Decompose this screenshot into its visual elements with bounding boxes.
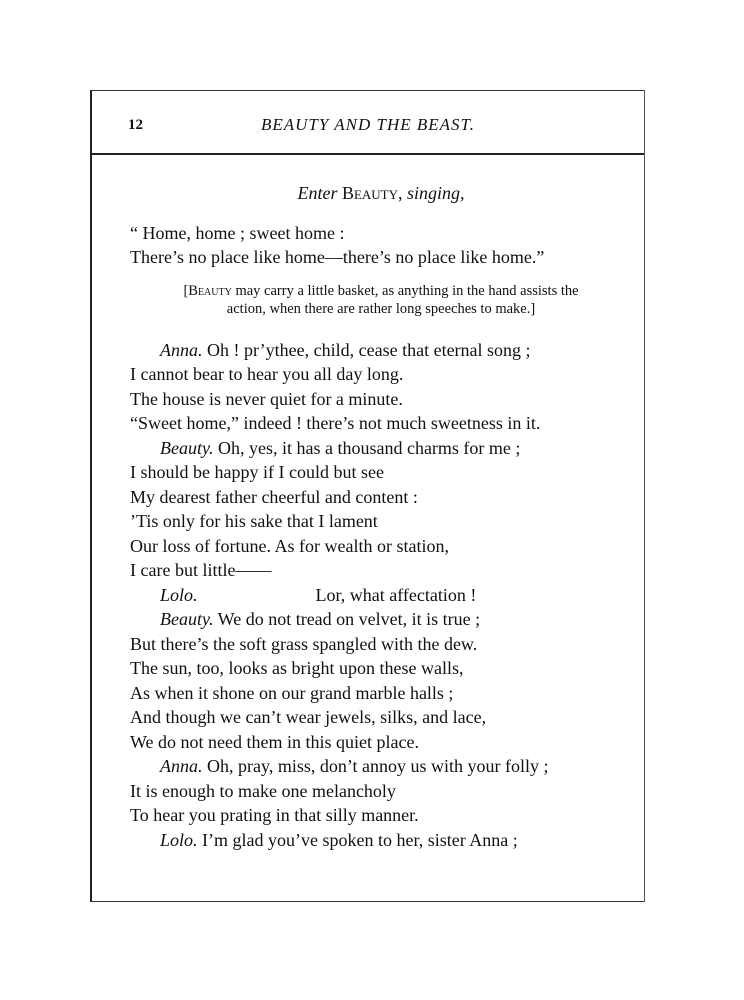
- song-line: There’s no place like home—there’s no place like home.”: [130, 247, 545, 267]
- verse-line: [130, 828, 632, 853]
- stage-direction: [130, 282, 632, 318]
- stage-entry-action: singing,: [407, 183, 465, 203]
- page-frame: [90, 90, 645, 902]
- speaker-name: Lolo.: [160, 584, 198, 605]
- stage-direction-line: [130, 282, 632, 300]
- verse-line: Our loss of fortune. As for wealth or station,: [130, 535, 449, 556]
- speaker-name: Anna.: [160, 756, 203, 776]
- stage-direction-line: action, when there are rather long speeches to make.]: [226, 300, 536, 317]
- verse-line: I care but little——: [130, 560, 272, 580]
- verse-text: We do not tread on velvet, it is true ;: [213, 609, 481, 629]
- speaker-name: Anna.: [160, 339, 203, 360]
- verse-line: It is enough to make one melancholy: [130, 780, 396, 801]
- verse-line: [130, 436, 632, 461]
- stage-entry: [130, 181, 632, 206]
- verse-line: ’Tis only for his sake that I lament: [130, 511, 378, 531]
- verse-line: To hear you prating in that silly manner.: [130, 805, 419, 825]
- speaker-name: Lolo.: [160, 829, 198, 850]
- speaker-name: Beauty.: [160, 437, 214, 458]
- verse-line: I should be happy if I could but see: [130, 462, 384, 482]
- page-content: [130, 181, 632, 852]
- verse-text: Oh, yes, it has a thousand charms for me ;: [213, 437, 521, 458]
- verse-line: We do not need them in this quiet place.: [130, 731, 419, 752]
- song-lyrics: [130, 221, 632, 270]
- song-line: “ Home, home ; sweet home :: [130, 222, 345, 243]
- verse-line: [130, 338, 632, 363]
- verse-text: Oh, pray, miss, don’t annoy us with your folly ;: [202, 756, 549, 776]
- verse-line: The house is never quiet for a minute.: [130, 388, 403, 409]
- verse-line: [130, 607, 632, 632]
- verse-line: [130, 754, 632, 779]
- verse-line: My dearest father cheerful and content :: [130, 486, 418, 507]
- verse-line: “Sweet home,” indeed ! there’s not much sweetness in it.: [130, 413, 541, 433]
- speaker-name: Beauty.: [160, 609, 214, 629]
- verse-line: As when it shone on our grand marble halls ;: [130, 682, 454, 703]
- verse-text: I’m glad you’ve spoken to her, sister Anna ;: [197, 829, 518, 850]
- header-rule: [92, 153, 644, 155]
- stage-entry-enter: Enter: [297, 183, 338, 203]
- stage-entry-name: Beauty,: [341, 183, 403, 203]
- verse-text: Lor, what affectation !: [315, 584, 477, 605]
- verse-line: And though we can’t wear jewels, silks, and lace,: [130, 707, 487, 727]
- page-number: 12: [128, 117, 143, 133]
- stage-direction-text: may carry a little basket, as anything in the hand assists the: [231, 282, 579, 299]
- verse-text: Oh ! pr’ythee, child, cease that eternal song ;: [202, 339, 531, 360]
- verse-line: I cannot bear to hear you all day long.: [130, 364, 404, 384]
- stage-direction-name: Beauty: [188, 282, 232, 299]
- verse-line: The sun, too, looks as bright upon these walls,: [130, 658, 464, 678]
- verse-line: [130, 583, 632, 608]
- stage-direction-bracket: [: [183, 282, 189, 299]
- running-title: BEAUTY AND THE BEAST.: [261, 115, 475, 134]
- verse-line: But there’s the soft grass spangled with the dew.: [130, 633, 478, 654]
- verse-dialogue: [130, 338, 632, 853]
